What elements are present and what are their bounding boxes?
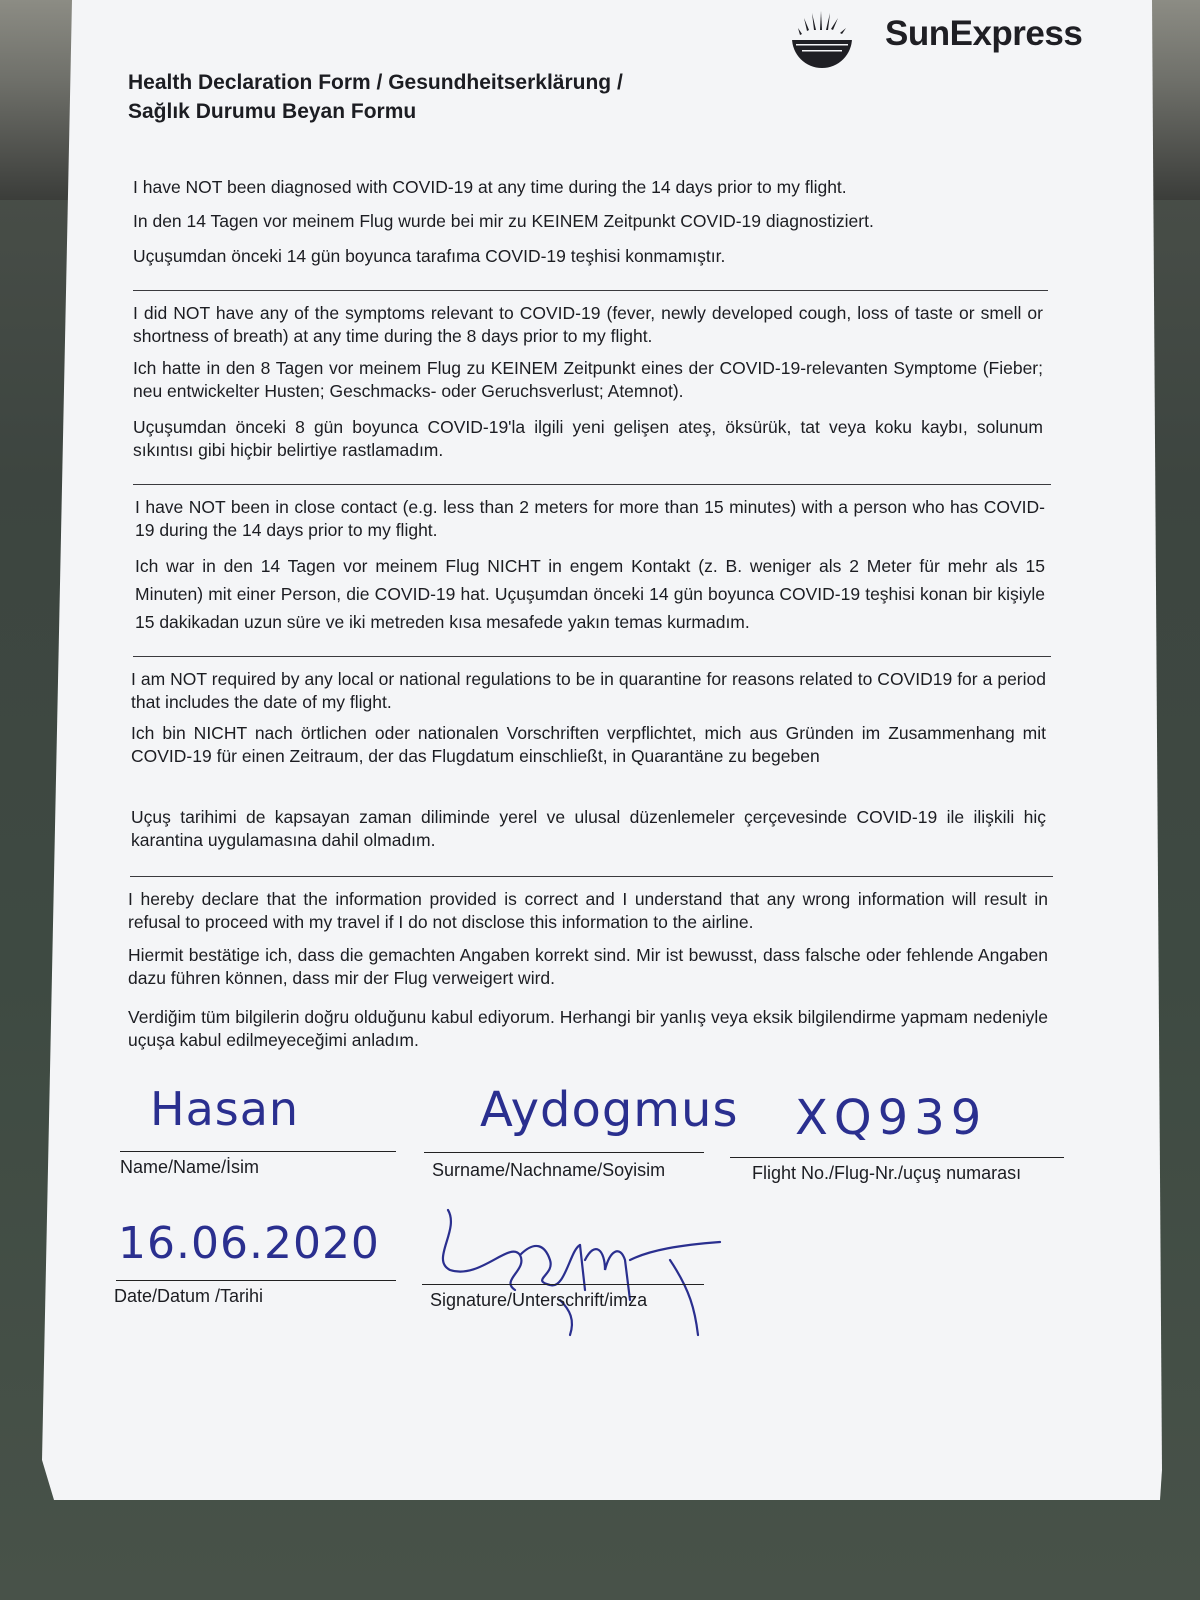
section4-de: Ich bin NICHT nach örtlichen oder nationalen Vorschriften verpflichtet, mich aus Gründen im Zusammenhang mit COVID-19 für einen Zeitraum, der das Flugdatum einschließt, in Quarantäne zu begeben: [131, 723, 1046, 766]
flight-label: Flight No./Flug-Nr./uçuş numarası: [752, 1163, 1022, 1183]
surname-value: Aydogmus: [480, 1082, 739, 1138]
section3-en: I have NOT been in close contact (e.g. less than 2 meters for more than 15 minutes) with a person who has COVID-19 during the 14 days prior to my flight.: [135, 497, 1045, 540]
form-title: [128, 68, 623, 126]
section2-de: Ich hatte in den 8 Tagen vor meinem Flug zu KEINEM Zeitpunkt eines der COVID-19-relevanten Symptome (Fieber; neu entwickelter Husten; Geschmacks- oder Geruchsverlust; Atemnot).: [133, 358, 1043, 401]
signature-line: [422, 1284, 704, 1285]
divider: [133, 484, 1051, 485]
form-title-line1: Health Declaration Form / Gesundheitserklärung /: [128, 71, 623, 94]
date-value: 16.06.2020: [118, 1218, 380, 1269]
signature-label: Signature/Unterschrift/imza: [430, 1290, 648, 1310]
form-title-line2: Sağlık Durumu Beyan Formu: [128, 100, 417, 123]
surname-line: [424, 1152, 704, 1153]
section4-en: I am NOT required by any local or national regulations to be in quarantine for reasons related to COVID19 for a period that includes the date of my flight.: [131, 669, 1046, 712]
surname-label: Surname/Nachname/Soyisim: [432, 1160, 666, 1180]
name-value: Hasan: [150, 1082, 300, 1136]
divider: [133, 290, 1048, 291]
name-label: Name/Name/İsim: [120, 1157, 260, 1177]
date-line: [116, 1280, 396, 1281]
flight-line: [730, 1157, 1064, 1158]
divider: [133, 656, 1051, 657]
section3-de-tr: Ich war in den 14 Tagen vor meinem Flug NICHT in engem Kontakt (z. B. weniger als 2 Meter für mehr als 15 Minuten) mit einer Person, die COVID-19 hat. Uçuşumdan önceki 14 gün boyunca COVID-19 teşhisi konan bir kişiyle 15 dakikadan uzun süre ve iki metreden kısa mesafede yakın temas kurmadım.: [135, 556, 1045, 632]
date-label: Date/Datum /Tarihi: [114, 1286, 264, 1306]
section2-en: I did NOT have any of the symptoms relevant to COVID-19 (fever, newly developed cough, loss of taste or smell or shortness of breath) at any time during the 8 days prior to my flight.: [133, 303, 1043, 346]
flight-value: XQ939: [795, 1090, 988, 1146]
name-line: [120, 1151, 396, 1152]
section1-de: In den 14 Tagen vor meinem Flug wurde bei mir zu KEINEM Zeitpunkt COVID-19 diagnostiziert.: [133, 211, 874, 231]
section2-tr: Uçuşumdan önceki 8 gün boyunca COVID-19'la ilgili yeni gelişen ateş, öksürük, tat veya koku kaybı, solunum sıkıntısı gibi hiçbir belirtiye rastlamadım.: [133, 417, 1043, 460]
section1-tr: Uçuşumdan önceki 14 gün boyunca tarafıma COVID-19 teşhisi konmamıştır.: [133, 246, 726, 266]
section5-en: I hereby declare that the information provided is correct and I understand that any wrong information will result in refusal to proceed with my travel if I do not disclose this information to the airline.: [128, 889, 1048, 932]
section4-tr: Uçuş tarihimi de kapsayan zaman diliminde yerel ve ulusal düzenlemeler çerçevesinde COVID-19 ile ilişkili hiç karantina uygulamasına dahil olmadım.: [131, 807, 1046, 850]
section1-en: I have NOT been diagnosed with COVID-19 at any time during the 14 days prior to my flight.: [133, 177, 847, 197]
handwritten-signature-icon: [420, 1200, 740, 1350]
section5-tr: Verdiğim tüm bilgilerin doğru olduğunu kabul ediyorum. Herhangi bir yanlış veya eksik bilgilendirme yapmam nedeniyle uçuşa kabul edilmeyeceğimi anladım.: [128, 1007, 1048, 1050]
divider: [130, 876, 1053, 877]
brand-name: SunExpress: [885, 14, 1083, 53]
section5-de: Hiermit bestätige ich, dass die gemachten Angaben korrekt sind. Mir ist bewusst, dass falsche oder fehlende Angaben dazu führen können, dass mir der Flug verweigert wird.: [128, 945, 1048, 988]
